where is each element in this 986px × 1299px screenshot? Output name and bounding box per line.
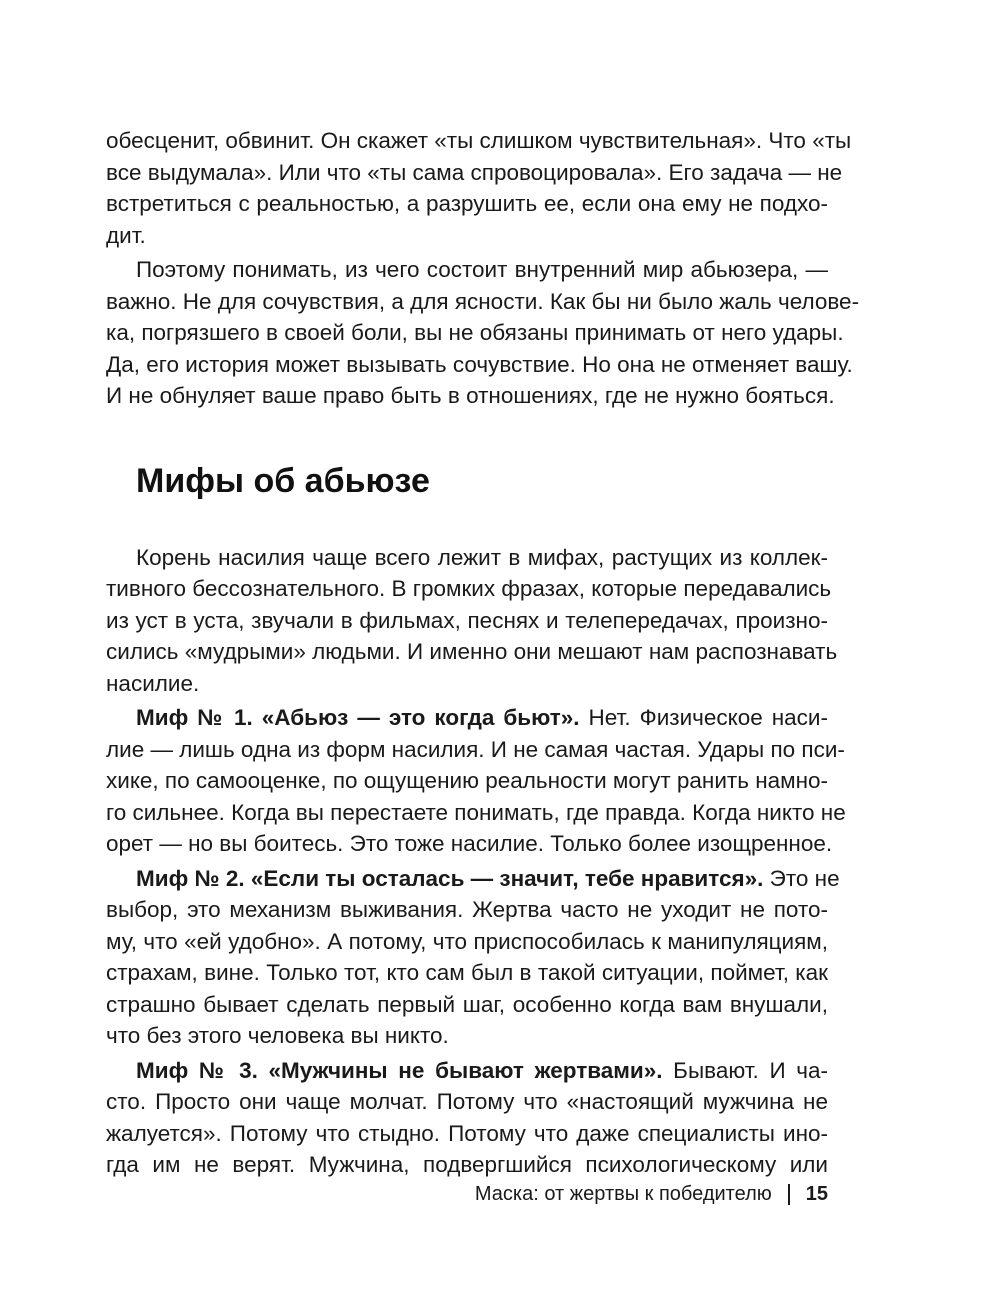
- text-line: Поэтому понимать, из чего состоит внутренний мир абьюзера, —: [136, 257, 828, 282]
- text-line: сились «мудрыми» людьми. И именно они мешают нам распознавать: [106, 639, 838, 664]
- myth-text: Это не: [763, 865, 840, 891]
- text-line: насилие.: [106, 670, 200, 696]
- text-line: жалуется». Потому что стыдно. Потому что даже специалисты ино-: [106, 1120, 828, 1146]
- text-line: И не обнуляет ваше право быть в отношениях, где не нужно бояться.: [106, 383, 835, 408]
- footer-divider: [788, 1184, 790, 1205]
- text-line: хике, по самооценке, по ощущению реальности могут ранить намно-: [106, 768, 829, 793]
- myth-title: Миф № 1. «Абьюз — это когда бьют».: [136, 705, 580, 730]
- page-number: 15: [805, 1183, 828, 1205]
- text-line: гда им не верят. Мужчина, подвергшийся психологическому или: [106, 1152, 828, 1177]
- text-line: встретиться с реальностью, а разрушить ее, если она ему не подхо-: [106, 191, 828, 216]
- running-footer: [475, 1180, 828, 1208]
- text-line: [106, 702, 828, 734]
- text-line: Да, его история может вызывать сочувствие. Но она не отменяет вашу.: [106, 351, 853, 377]
- text-line: важно. Не для сочувствия, а для ясности. Как бы ни было жаль челове-: [106, 288, 860, 314]
- myth-paragraph: [106, 702, 846, 860]
- myth-title: Миф № 2. «Если ты осталась — значит, тебе нравится».: [136, 865, 764, 891]
- paragraph: [106, 125, 852, 251]
- paragraph: [106, 542, 838, 700]
- page-body: [106, 125, 860, 1181]
- text-line: [106, 863, 840, 895]
- text-line: все выдумала». Или что «ты сама спровоцировала». Его задача — не: [106, 159, 843, 185]
- text-line: го сильнее. Когда вы перестаете понимать, где правда. Когда никто не: [106, 799, 846, 825]
- text-line: ка, погрязшего в своей боли, вы не обязаны принимать от него удары.: [106, 320, 844, 345]
- text-line: из уст в уста, звучали в фильмах, песнях и телепередачах, произно-: [106, 607, 828, 633]
- text-line: лие — лишь одна из форм насилия. И не самая частая. Удары по пси-: [106, 736, 845, 762]
- text-line: сто. Просто они чаще молчат. Потому что «настоящий мужчина не: [106, 1089, 828, 1114]
- myth-paragraph: [106, 1055, 828, 1181]
- myth-paragraph: [106, 863, 840, 1052]
- text-line: что без этого человека вы никто.: [106, 1023, 449, 1048]
- section-heading: Мифы об абьюзе: [136, 461, 430, 500]
- text-line: выбор, это механизм выживания. Жертва часто не уходит не пото-: [106, 897, 828, 922]
- text-line: обесценит, обвинит. Он скажет «ты слишком чувствительная». Что «ты: [106, 128, 852, 153]
- paragraph: [106, 254, 860, 412]
- book-title: Маска: от жертвы к победителю: [474, 1183, 772, 1205]
- text-line: страшно бывает сделать первый шаг, особенно когда вам внушали,: [106, 991, 828, 1017]
- myth-text: Бывают. И ча-: [662, 1057, 829, 1083]
- myth-title: Миф № 3. «Мужчины не бывают жертвами».: [136, 1057, 663, 1083]
- myth-text: Нет. Физическое наси-: [579, 705, 828, 730]
- text-line: орет — но вы боитесь. Это тоже насилие. Только более изощренное.: [106, 831, 833, 856]
- text-line: му, что «ей удобно». А потому, что приспособилась к манипуляциям,: [106, 928, 828, 954]
- text-line: тивного бессознательного. В громких фразах, которые передавались: [106, 576, 832, 601]
- text-line: дит.: [106, 222, 146, 248]
- text-line: [106, 1055, 828, 1087]
- text-line: страхам, вине. Только тот, кто сам был в такой ситуации, поймет, как: [106, 960, 828, 985]
- text-line: Корень насилия чаще всего лежит в мифах, растущих из коллек-: [136, 544, 828, 570]
